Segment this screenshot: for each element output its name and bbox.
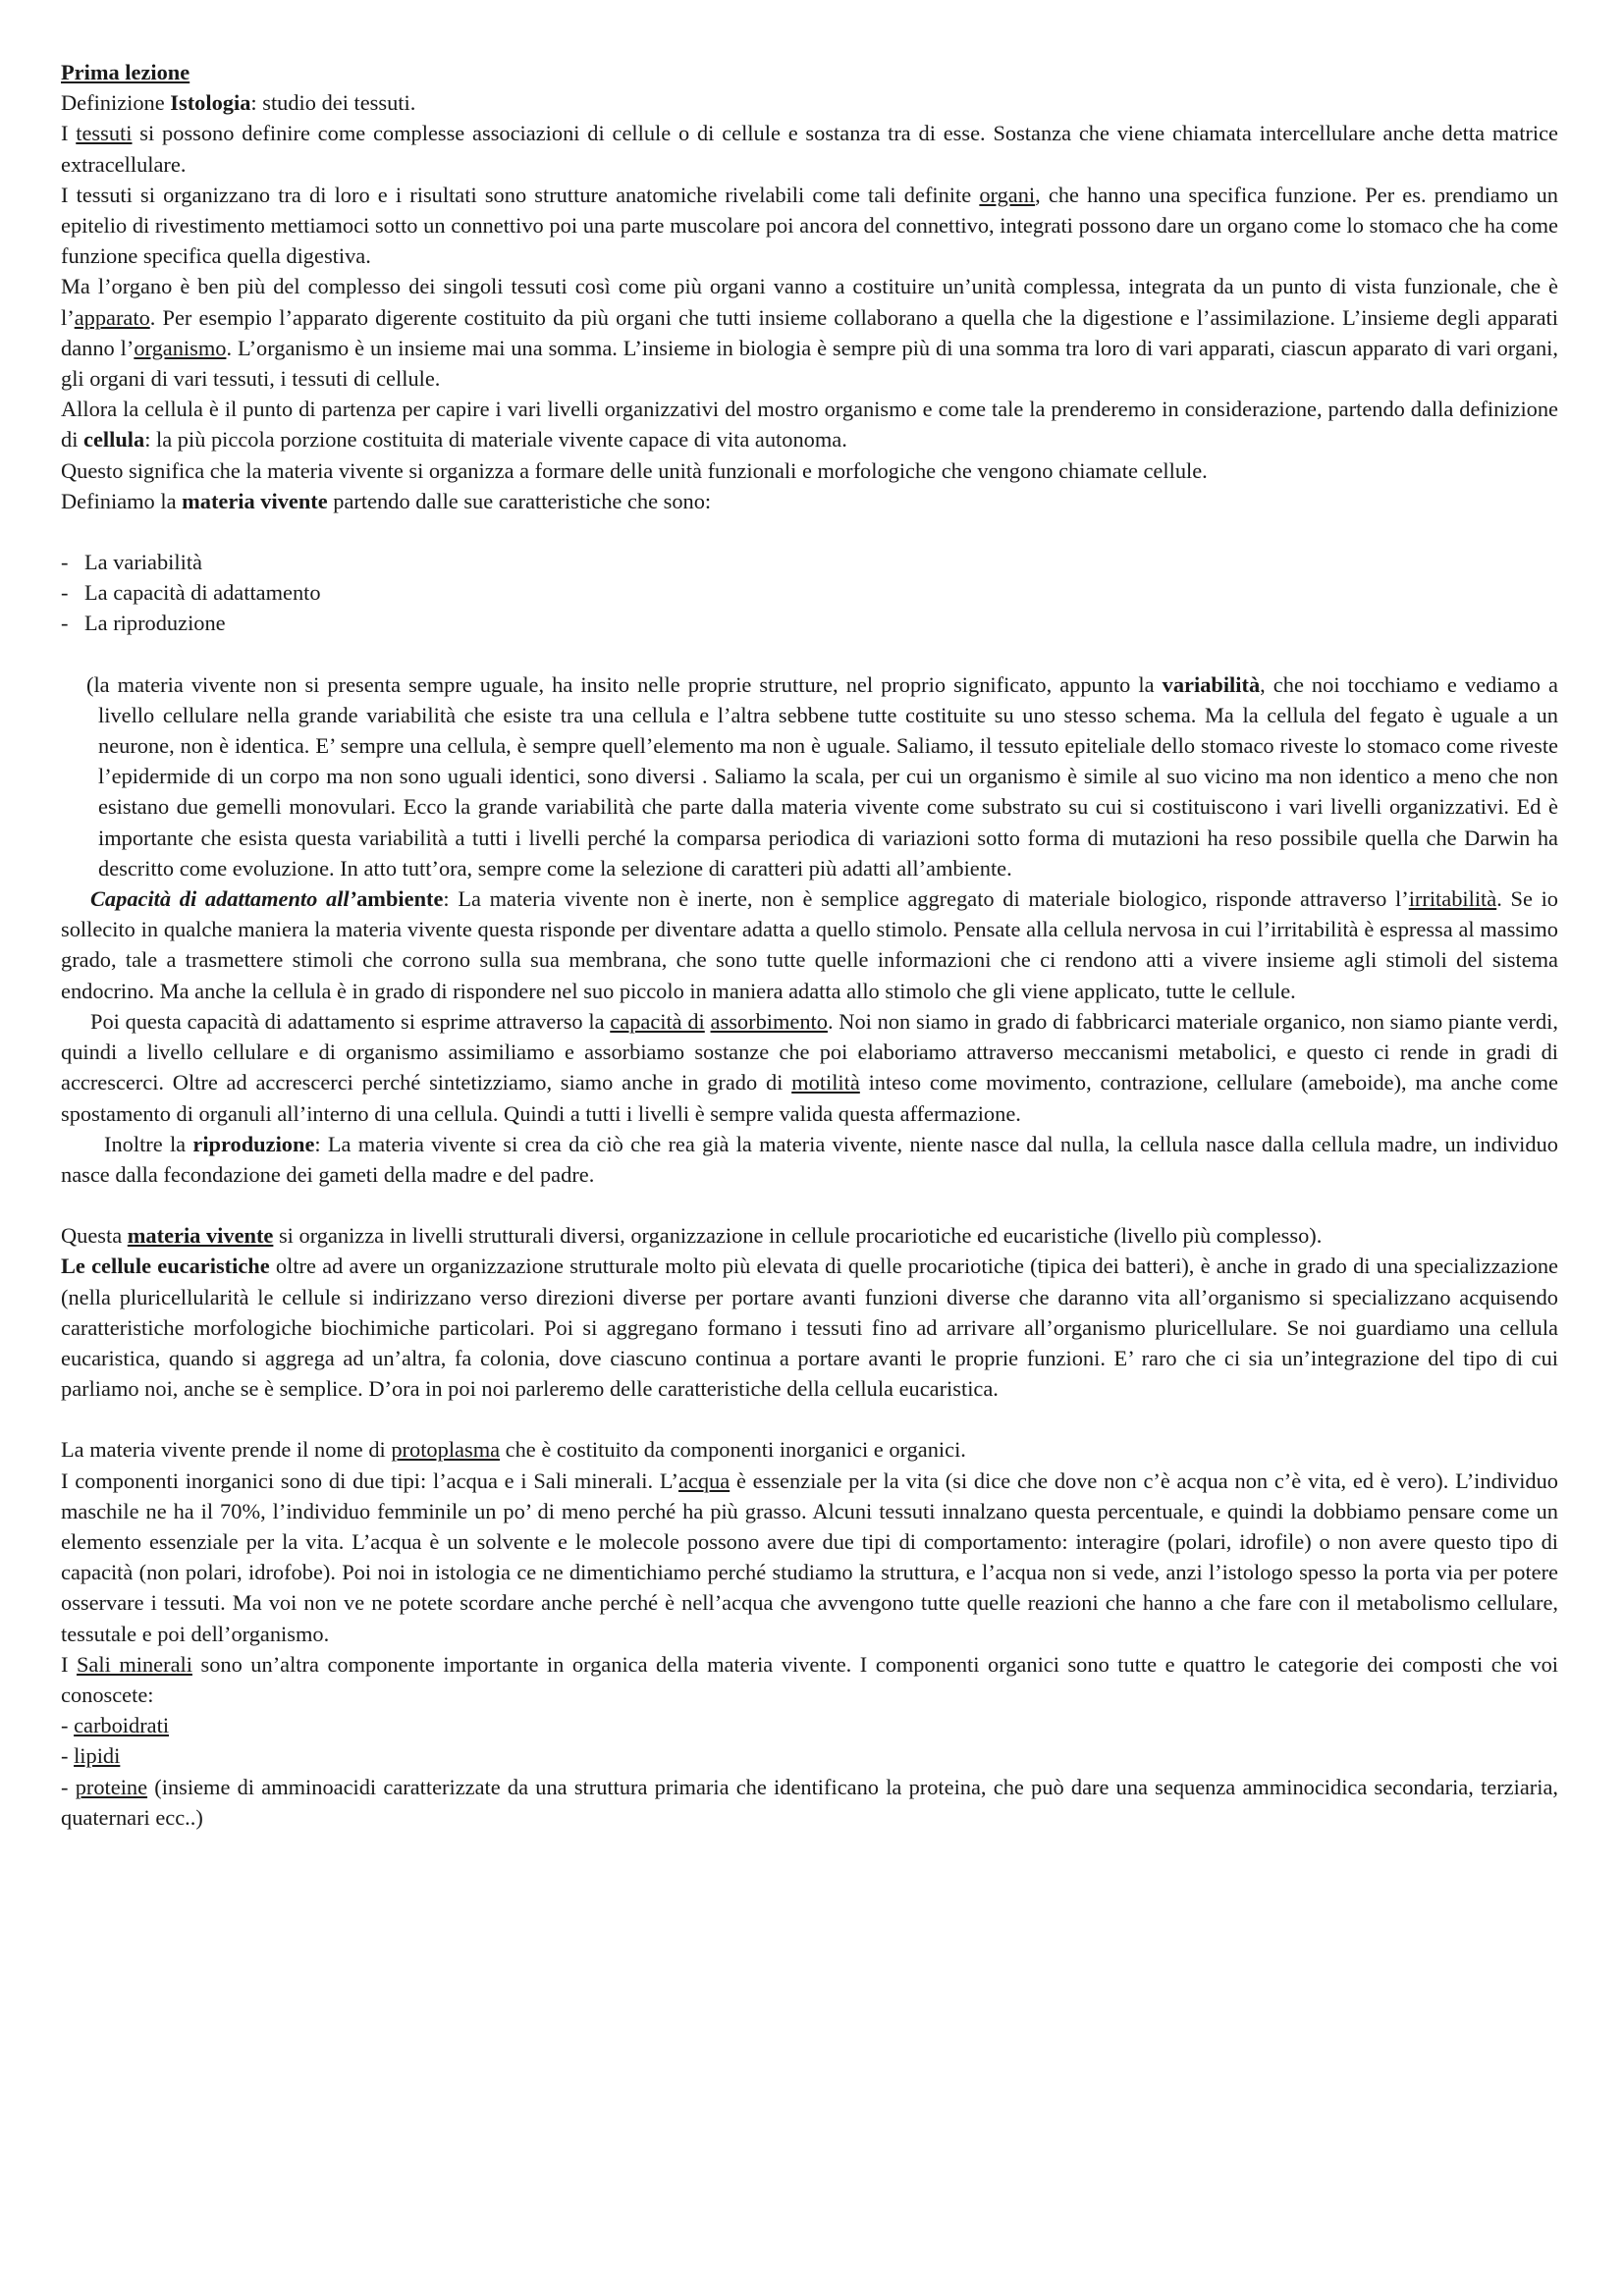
page-title: Prima lezione (61, 60, 190, 84)
paragraph-istologia: Definizione Istologia: studio dei tessuti. (61, 90, 416, 116)
list-item-lipidi: - lipidi (61, 1743, 121, 1769)
paragraph-sali-minerali: I Sali minerali sono un’altra componente importante in organica della materia vivente. I componenti organici sono tutte e quattro le categorie dei composti che voi conoscete: (61, 1651, 1558, 1707)
paragraph-cellula: Allora la cellula è il punto di partenza per capire i vari livelli organizzativi del mostro organismo e come tale la prenderemo in considerazione, partendo dalla definizione di cellula: la più piccola porzione costituita di materiale vivente capace di vita autonoma. (61, 397, 1558, 453)
paragraph-unita-funzionali: Questo significa che la materia vivente si organizza a formare delle unità funzionali e morfologiche che vengono chiamate cellule. (61, 457, 1208, 483)
list-item: - La capacità di adattamento (61, 580, 321, 606)
paragraph-assorbimento: Poi questa capacità di adattamento si esprime attraverso la capacità di assorbimento. Noi non siamo in grado di fabbricarci materiale organico, non siamo piante verdi, quindi a livello cellulare e di organismo assimiliamo e assorbiamo sostanze che poi elaboriamo attraverso meccanismi metabolici, e questo ci rende in gradi di accrescerci. Oltre ad accrescerci perché sintetizziamo, siamo anche in grado di motilità inteso come movimento, contrazione, cellulare (ameboide), ma anche come spostamento di organuli all’interno di una cellula. Quindi a tutti i livelli è sempre valida questa affermazione. (61, 1008, 1558, 1126)
paragraph-variabilita: (la materia vivente non si presenta sempre uguale, ha insito nelle proprie strutture, nel proprio significato, appunto la variabilità, che noi tocchiamo e vediamo a livello cellulare nella grande variabilità che esiste tra una cellula e l’altra sebbene tutte costituite su uno stesso schema. Ma la cellula del fegato è uguale a un neurone, non è identica. E’ sempre una cellula, è sempre quell’elemento ma non è uguale. Saliamo, il tessuto epiteliale dello stomaco riveste lo stomaco come riveste l’epidermide di un corpo ma non sono uguali identici, sono diversi . Saliamo la scala, per cui un organismo è simile al suo vicino ma non identico a meno che non esistano due gemelli monovulari. Ecco la grande variabilità che parte dalla materia vivente come substrato su cui si costituiscono i vari livelli organizzativi. Ed è importante che esista questa variabilità a tutti i livelli perché la comparsa periodica di variazioni sotto forma di mutazioni ha reso possibile quella che Darwin ha descritto come evoluzione. In atto tutt’ora, sempre come la selezione di caratteri più adatti all’ambiente. (86, 671, 1558, 881)
paragraph-adattamento: Capacità di adattamento all’ambiente: La materia vivente non è inerte, non è semplice aggregato di materiale biologico, risponde attraverso l’irritabilità. Se io sollecito in qualche maniera la materia vivente questa risponde per diventare adatta a quello stimolo. Pensate alla cellula nervosa in cui l’irritabilità è espressa al massimo grado, tale a trasmettere stimoli che corrono sulla sua membrana, che sono tutte quelle informazioni che ci rendono atti a vivere insieme agli stimoli del sistema endocrino. Ma anche la cellula è in grado di rispondere nel suo piccolo in maniera adatta allo stimolo che gli viene applicato, tutte le cellule. (61, 886, 1558, 1003)
paragraph-organi: I tessuti si organizzano tra di loro e i risultati sono strutture anatomiche rivelabili come tali definite organi, che hanno una specifica funzione. Per es. prendiamo un epitelio di rivestimento mettiamoci sotto un connettivo poi una parte muscolare poi ancora del connettivo, integrati possono dare un organo come lo stomaco che ha come funzione specifica quella digestiva. (61, 182, 1559, 269)
paragraph-acqua: I componenti inorganici sono di due tipi: l’acqua e i Sali minerali. L’acqua è essenziale per la vita (si dice che dove non c’è acqua non c’è vita, ed è vero). L’individuo maschile ne ha il 70%, l’individuo femminile un po’ di meno perché ha più grasso. Alcuni tessuti innalzano questa percentuale, e quindi la dobbiamo pensare come un elemento essenziale per la vita. L’acqua è un solvente e le molecole possono avere due tipi di comportamento: interagire (polari, idrofile) o non avere questo tipo di capacità (non polari, idrofobe). Poi noi in istologia ce ne dimentichiamo perché studiamo la struttura, e l’acqua non si vede, anzi l’istologo spesso la porta via per potere osservare i tessuti. Ma voi non ve ne potete scordare anche perché è nell’acqua che avvengono tutte quelle reazioni che hanno a che fare con il metabolismo cellulare, tessutale e poi dell’organismo. (61, 1468, 1558, 1646)
paragraph-livelli-strutturali: Questa materia vivente si organizza in livelli strutturali diversi, organizzazione in cellule procariotiche ed eucaristiche (livello più complesso). (61, 1223, 1323, 1249)
characteristics-list (61, 547, 1558, 639)
paragraph-tessuti: I tessuti si possono definire come complesse associazioni di cellule o di cellule e sostanza tra di esse. Sostanza che viene chiamata intercellulare anche detta matrice extracellulare. (61, 121, 1558, 177)
paragraph-materia-vivente: Definiamo la materia vivente partendo dalle sue caratteristiche che sono: (61, 488, 712, 513)
paragraph-cellule-eucaristiche: Le cellule eucaristiche oltre ad avere un organizzazione strutturale molto più elevata di quelle procariotiche (tipica dei batteri), è anche in grado di una specializzazione (nella pluricellularità le cellule si indirizzano verso direzioni diverse per portare avanti funzioni diverse che daranno vita all’organismo si specializzano acquisendo caratteristiche morfologiche biochimiche particolari. Poi si aggregano formano i tessuti fino ad arrivare all’organismo pluricellulare. Se noi guardiamo una cellula eucaristica, quando si aggrega ad un’altra, fa colonia, dove ciascuno continua a portare avanti le proprie funzioni. E’ raro che ci sia un’integrazione del tipo di cui parliamo noi, anche se è semplice. D’ora in poi noi parleremo delle caratteristiche della cellula eucaristica. (61, 1254, 1558, 1402)
list-item: - La variabilità (61, 550, 202, 575)
paragraph-riproduzione: Inoltre la riproduzione: La materia vivente si crea da ciò che rea già la materia vivente, niente nasce dal nulla, la cellula nasce dalla cellula madre, un individuo nasce dalla fecondazione dei gameti della madre e del padre. (61, 1131, 1558, 1187)
list-item: - La riproduzione (61, 611, 226, 636)
list-item-carboidrati: - carboidrati (61, 1713, 170, 1738)
paragraph-apparato: Ma l’organo è ben più del complesso dei singoli tessuti così come più organi vanno a costituire un’unità complessa, integrata da un punto di vista funzionale, che è l’apparato. Per esempio l’apparato digerente costituito da più organi che tutti insieme collaborano a quella che la digestione e l’assimilazione. L’insieme degli apparati danno l’organismo. L’organismo è un insieme mai una somma. L’insieme in biologia è sempre più di una somma tra loro di vari apparati, ciascun apparato di vari organi, gli organi di vari tessuti, i tessuti di cellule. (61, 274, 1558, 392)
paragraph-protoplasma: La materia vivente prende il nome di protoplasma che è costituito da componenti inorganici e organici. (61, 1437, 966, 1463)
list-item-proteine: - proteine (insieme di amminoacidi caratterizzate da una struttura primaria che identificano la proteina, che può dare una sequenza amminocidica secondaria, terziaria, quaternari ecc..) (61, 1774, 1558, 1830)
lecture-notes (61, 57, 1558, 1833)
